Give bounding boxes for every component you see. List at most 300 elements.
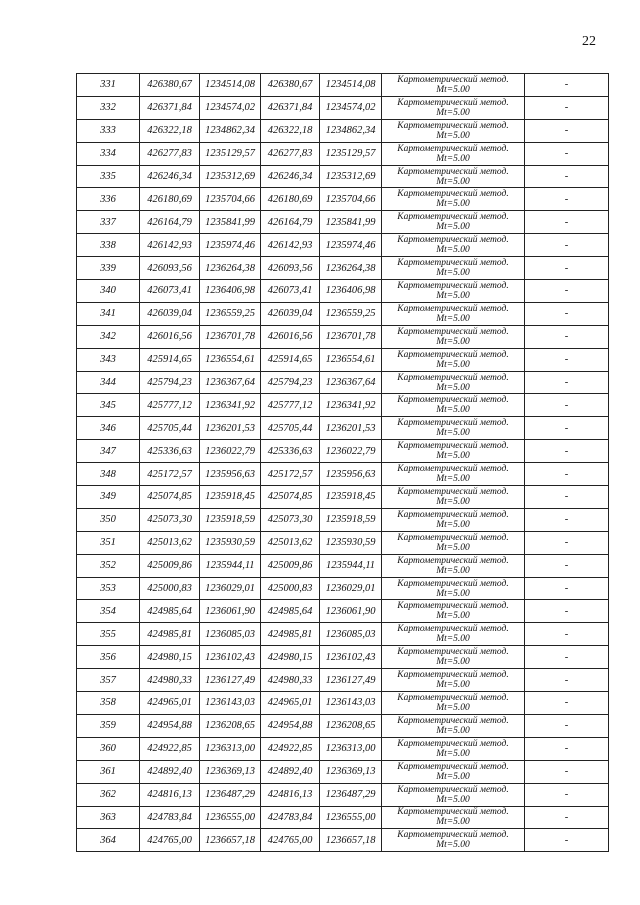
method-line1: Картометрический метод. <box>397 441 509 452</box>
method-line2: Mt=5.00 <box>436 176 470 187</box>
note-cell: - <box>525 257 609 280</box>
x-old-cell: 424985,64 <box>140 600 200 623</box>
method-line2: Mt=5.00 <box>436 199 470 210</box>
method-cell <box>382 188 525 211</box>
point-number-cell: 341 <box>77 302 140 325</box>
note-cell: - <box>525 554 609 577</box>
note-cell: - <box>525 760 609 783</box>
method-cell <box>382 463 525 486</box>
method-line1: Картометрический метод. <box>397 578 509 589</box>
y-old-cell: 1236559,25 <box>200 302 261 325</box>
table-row <box>77 577 609 600</box>
x-new-cell: 424816,13 <box>261 783 320 806</box>
method-line1: Картометрический метод. <box>397 372 509 383</box>
x-new-cell: 425705,44 <box>261 417 320 440</box>
method-cell <box>382 394 525 417</box>
y-new-cell: 1236208,65 <box>320 714 382 737</box>
table-row <box>77 508 609 531</box>
x-old-cell: 425777,12 <box>140 394 200 417</box>
x-old-cell: 425794,23 <box>140 371 200 394</box>
note-cell: - <box>525 508 609 531</box>
y-new-cell: 1235974,46 <box>320 234 382 257</box>
y-new-cell: 1236102,43 <box>320 646 382 669</box>
x-new-cell: 425777,12 <box>261 394 320 417</box>
method-cell <box>382 508 525 531</box>
method-line1: Картометрический метод. <box>397 464 509 475</box>
method-line1: Картометрический метод. <box>397 830 509 841</box>
table-row <box>77 554 609 577</box>
table-row <box>77 737 609 760</box>
table-row <box>77 463 609 486</box>
y-old-cell: 1236313,00 <box>200 737 261 760</box>
method-cell <box>382 119 525 142</box>
x-old-cell: 425000,83 <box>140 577 200 600</box>
point-number-cell: 362 <box>77 783 140 806</box>
method-line1: Картометрический метод. <box>397 715 509 726</box>
y-old-cell: 1235918,59 <box>200 508 261 531</box>
x-old-cell: 424783,84 <box>140 806 200 829</box>
y-old-cell: 1236127,49 <box>200 669 261 692</box>
y-old-cell: 1234514,08 <box>200 74 261 97</box>
point-number-cell: 355 <box>77 623 140 646</box>
y-old-cell: 1236555,00 <box>200 806 261 829</box>
method-cell <box>382 74 525 97</box>
note-cell: - <box>525 325 609 348</box>
x-old-cell: 425074,85 <box>140 486 200 509</box>
note-cell: - <box>525 806 609 829</box>
y-old-cell: 1235704,66 <box>200 188 261 211</box>
method-line2: Mt=5.00 <box>436 680 470 691</box>
y-new-cell: 1235312,69 <box>320 165 382 188</box>
method-cell <box>382 257 525 280</box>
method-line1: Картометрический метод. <box>397 692 509 703</box>
x-new-cell: 424765,00 <box>261 829 320 852</box>
method-line1: Картометрический метод. <box>397 807 509 818</box>
point-number-cell: 354 <box>77 600 140 623</box>
note-cell: - <box>525 783 609 806</box>
y-old-cell: 1236554,61 <box>200 348 261 371</box>
note-cell: - <box>525 119 609 142</box>
y-new-cell: 1236029,01 <box>320 577 382 600</box>
note-cell: - <box>525 646 609 669</box>
point-number-cell: 333 <box>77 119 140 142</box>
y-new-cell: 1236143,03 <box>320 692 382 715</box>
method-line1: Картометрический метод. <box>397 784 509 795</box>
method-line1: Картометрический метод. <box>397 670 509 681</box>
point-number-cell: 357 <box>77 669 140 692</box>
method-line1: Картометрический метод. <box>397 212 509 223</box>
method-cell <box>382 96 525 119</box>
y-old-cell: 1236264,38 <box>200 257 261 280</box>
x-old-cell: 424765,00 <box>140 829 200 852</box>
y-old-cell: 1234574,02 <box>200 96 261 119</box>
x-new-cell: 425013,62 <box>261 531 320 554</box>
method-line2: Mt=5.00 <box>436 565 470 576</box>
point-number-cell: 345 <box>77 394 140 417</box>
coordinates-table-body <box>77 74 609 852</box>
table-row <box>77 394 609 417</box>
note-cell: - <box>525 531 609 554</box>
x-old-cell: 426164,79 <box>140 211 200 234</box>
y-old-cell: 1235918,45 <box>200 486 261 509</box>
x-new-cell: 425074,85 <box>261 486 320 509</box>
x-old-cell: 426093,56 <box>140 257 200 280</box>
point-number-cell: 331 <box>77 74 140 97</box>
table-row <box>77 440 609 463</box>
y-old-cell: 1236341,92 <box>200 394 261 417</box>
method-line2: Mt=5.00 <box>436 771 470 782</box>
y-old-cell: 1236208,65 <box>200 714 261 737</box>
y-new-cell: 1236201,53 <box>320 417 382 440</box>
table-row <box>77 74 609 97</box>
table-row <box>77 760 609 783</box>
method-line1: Картометрический метод. <box>397 280 509 291</box>
method-line1: Картометрический метод. <box>397 189 509 200</box>
method-line2: Mt=5.00 <box>436 130 470 141</box>
method-line2: Mt=5.00 <box>436 611 470 622</box>
y-old-cell: 1236029,01 <box>200 577 261 600</box>
x-old-cell: 425073,30 <box>140 508 200 531</box>
method-cell <box>382 577 525 600</box>
point-number-cell: 352 <box>77 554 140 577</box>
y-new-cell: 1234574,02 <box>320 96 382 119</box>
method-cell <box>382 760 525 783</box>
x-new-cell: 426371,84 <box>261 96 320 119</box>
method-line2: Mt=5.00 <box>436 268 470 279</box>
x-old-cell: 424965,01 <box>140 692 200 715</box>
method-cell <box>382 692 525 715</box>
y-old-cell: 1235930,59 <box>200 531 261 554</box>
table-row <box>77 829 609 852</box>
table-row <box>77 119 609 142</box>
note-cell: - <box>525 829 609 852</box>
note-cell: - <box>525 302 609 325</box>
y-new-cell: 1236369,13 <box>320 760 382 783</box>
note-cell: - <box>525 394 609 417</box>
table-row <box>77 325 609 348</box>
method-line1: Картометрический метод. <box>397 166 509 177</box>
method-line1: Картометрический метод. <box>397 738 509 749</box>
method-line2: Mt=5.00 <box>436 222 470 233</box>
method-cell <box>382 646 525 669</box>
x-old-cell: 424954,88 <box>140 714 200 737</box>
method-line2: Mt=5.00 <box>436 359 470 370</box>
table-row <box>77 806 609 829</box>
method-cell <box>382 623 525 646</box>
point-number-cell: 350 <box>77 508 140 531</box>
table-row <box>77 692 609 715</box>
y-new-cell: 1234862,34 <box>320 119 382 142</box>
note-cell: - <box>525 714 609 737</box>
y-new-cell: 1236264,38 <box>320 257 382 280</box>
method-cell <box>382 806 525 829</box>
table-row <box>77 417 609 440</box>
method-cell <box>382 165 525 188</box>
x-new-cell: 426246,34 <box>261 165 320 188</box>
y-old-cell: 1236143,03 <box>200 692 261 715</box>
y-new-cell: 1235918,45 <box>320 486 382 509</box>
method-line2: Mt=5.00 <box>436 382 470 393</box>
x-old-cell: 424985,81 <box>140 623 200 646</box>
x-new-cell: 426180,69 <box>261 188 320 211</box>
y-old-cell: 1235956,63 <box>200 463 261 486</box>
point-number-cell: 353 <box>77 577 140 600</box>
x-new-cell: 426073,41 <box>261 280 320 303</box>
method-line2: Mt=5.00 <box>436 748 470 759</box>
note-cell: - <box>525 737 609 760</box>
point-number-cell: 363 <box>77 806 140 829</box>
y-old-cell: 1236657,18 <box>200 829 261 852</box>
x-old-cell: 426380,67 <box>140 74 200 97</box>
method-line2: Mt=5.00 <box>436 290 470 301</box>
method-line1: Картометрический метод. <box>397 326 509 337</box>
y-old-cell: 1235841,99 <box>200 211 261 234</box>
note-cell: - <box>525 188 609 211</box>
y-new-cell: 1236554,61 <box>320 348 382 371</box>
x-new-cell: 426380,67 <box>261 74 320 97</box>
y-new-cell: 1235704,66 <box>320 188 382 211</box>
method-line2: Mt=5.00 <box>436 588 470 599</box>
method-line1: Картометрический метод. <box>397 303 509 314</box>
method-cell <box>382 371 525 394</box>
y-new-cell: 1234514,08 <box>320 74 382 97</box>
y-old-cell: 1236406,98 <box>200 280 261 303</box>
x-old-cell: 426016,56 <box>140 325 200 348</box>
note-cell: - <box>525 486 609 509</box>
table-row <box>77 600 609 623</box>
point-number-cell: 339 <box>77 257 140 280</box>
point-number-cell: 337 <box>77 211 140 234</box>
method-line2: Mt=5.00 <box>436 519 470 530</box>
note-cell: - <box>525 165 609 188</box>
x-old-cell: 426180,69 <box>140 188 200 211</box>
note-cell: - <box>525 669 609 692</box>
note-cell: - <box>525 463 609 486</box>
table-row <box>77 96 609 119</box>
point-number-cell: 351 <box>77 531 140 554</box>
x-old-cell: 425336,63 <box>140 440 200 463</box>
point-number-cell: 335 <box>77 165 140 188</box>
note-cell: - <box>525 371 609 394</box>
table-row <box>77 714 609 737</box>
method-cell <box>382 486 525 509</box>
x-old-cell: 425705,44 <box>140 417 200 440</box>
y-new-cell: 1236657,18 <box>320 829 382 852</box>
point-number-cell: 364 <box>77 829 140 852</box>
y-new-cell: 1236406,98 <box>320 280 382 303</box>
method-line1: Картометрический метод. <box>397 74 509 85</box>
point-number-cell: 358 <box>77 692 140 715</box>
method-line2: Mt=5.00 <box>436 496 470 507</box>
y-new-cell: 1236487,29 <box>320 783 382 806</box>
method-line1: Картометрический метод. <box>397 509 509 520</box>
x-new-cell: 426016,56 <box>261 325 320 348</box>
method-line1: Картометрический метод. <box>397 97 509 108</box>
x-new-cell: 424922,85 <box>261 737 320 760</box>
x-old-cell: 426142,93 <box>140 234 200 257</box>
method-cell <box>382 737 525 760</box>
y-old-cell: 1236061,90 <box>200 600 261 623</box>
y-new-cell: 1235841,99 <box>320 211 382 234</box>
point-number-cell: 346 <box>77 417 140 440</box>
method-line2: Mt=5.00 <box>436 107 470 118</box>
x-new-cell: 425914,65 <box>261 348 320 371</box>
y-new-cell: 1235129,57 <box>320 142 382 165</box>
x-old-cell: 424980,15 <box>140 646 200 669</box>
method-cell <box>382 714 525 737</box>
method-cell <box>382 142 525 165</box>
y-old-cell: 1236701,78 <box>200 325 261 348</box>
y-old-cell: 1236369,13 <box>200 760 261 783</box>
note-cell: - <box>525 600 609 623</box>
method-line1: Картометрический метод. <box>397 395 509 406</box>
point-number-cell: 332 <box>77 96 140 119</box>
x-old-cell: 426371,84 <box>140 96 200 119</box>
x-old-cell: 424816,13 <box>140 783 200 806</box>
table-row <box>77 257 609 280</box>
y-new-cell: 1236701,78 <box>320 325 382 348</box>
method-cell <box>382 325 525 348</box>
y-old-cell: 1235974,46 <box>200 234 261 257</box>
x-old-cell: 426277,83 <box>140 142 200 165</box>
x-new-cell: 425073,30 <box>261 508 320 531</box>
table-row <box>77 188 609 211</box>
x-old-cell: 426039,04 <box>140 302 200 325</box>
table-row <box>77 165 609 188</box>
table-row <box>77 623 609 646</box>
x-old-cell: 426322,18 <box>140 119 200 142</box>
note-cell: - <box>525 211 609 234</box>
x-new-cell: 425000,83 <box>261 577 320 600</box>
y-old-cell: 1234862,34 <box>200 119 261 142</box>
point-number-cell: 334 <box>77 142 140 165</box>
note-cell: - <box>525 440 609 463</box>
table-row <box>77 783 609 806</box>
x-new-cell: 425172,57 <box>261 463 320 486</box>
y-old-cell: 1236201,53 <box>200 417 261 440</box>
y-old-cell: 1236022,79 <box>200 440 261 463</box>
note-cell: - <box>525 623 609 646</box>
x-old-cell: 426073,41 <box>140 280 200 303</box>
method-line2: Mt=5.00 <box>436 245 470 256</box>
x-new-cell: 425009,86 <box>261 554 320 577</box>
method-line2: Mt=5.00 <box>436 702 470 713</box>
point-number-cell: 336 <box>77 188 140 211</box>
x-new-cell: 424892,40 <box>261 760 320 783</box>
x-new-cell: 426093,56 <box>261 257 320 280</box>
method-cell <box>382 554 525 577</box>
method-line2: Mt=5.00 <box>436 657 470 668</box>
x-new-cell: 426277,83 <box>261 142 320 165</box>
note-cell: - <box>525 417 609 440</box>
method-cell <box>382 348 525 371</box>
y-new-cell: 1236559,25 <box>320 302 382 325</box>
note-cell: - <box>525 142 609 165</box>
point-number-cell: 349 <box>77 486 140 509</box>
method-cell <box>382 280 525 303</box>
y-old-cell: 1235944,11 <box>200 554 261 577</box>
x-old-cell: 425914,65 <box>140 348 200 371</box>
note-cell: - <box>525 96 609 119</box>
y-new-cell: 1236061,90 <box>320 600 382 623</box>
note-cell: - <box>525 692 609 715</box>
method-line2: Mt=5.00 <box>436 451 470 462</box>
x-new-cell: 424980,15 <box>261 646 320 669</box>
x-old-cell: 425172,57 <box>140 463 200 486</box>
y-old-cell: 1235129,57 <box>200 142 261 165</box>
method-cell <box>382 829 525 852</box>
y-new-cell: 1236085,03 <box>320 623 382 646</box>
table-row <box>77 669 609 692</box>
y-new-cell: 1235918,59 <box>320 508 382 531</box>
point-number-cell: 344 <box>77 371 140 394</box>
method-cell <box>382 783 525 806</box>
table-row <box>77 531 609 554</box>
method-line1: Картометрический метод. <box>397 143 509 154</box>
note-cell: - <box>525 348 609 371</box>
x-new-cell: 424965,01 <box>261 692 320 715</box>
method-line2: Mt=5.00 <box>436 725 470 736</box>
y-new-cell: 1236313,00 <box>320 737 382 760</box>
method-line1: Картометрический метод. <box>397 624 509 635</box>
point-number-cell: 348 <box>77 463 140 486</box>
y-old-cell: 1236487,29 <box>200 783 261 806</box>
note-cell: - <box>525 234 609 257</box>
method-line2: Mt=5.00 <box>436 840 470 851</box>
method-cell <box>382 234 525 257</box>
method-cell <box>382 600 525 623</box>
y-old-cell: 1236085,03 <box>200 623 261 646</box>
x-new-cell: 424954,88 <box>261 714 320 737</box>
method-cell <box>382 211 525 234</box>
method-line1: Картометрический метод. <box>397 486 509 497</box>
table-row <box>77 211 609 234</box>
method-cell <box>382 440 525 463</box>
table-row <box>77 646 609 669</box>
method-line1: Картометрический метод. <box>397 349 509 360</box>
table-row <box>77 486 609 509</box>
method-line1: Картометрический метод. <box>397 418 509 429</box>
x-old-cell: 424892,40 <box>140 760 200 783</box>
method-line1: Картометрический метод. <box>397 532 509 543</box>
x-new-cell: 424980,33 <box>261 669 320 692</box>
y-new-cell: 1236555,00 <box>320 806 382 829</box>
method-line2: Mt=5.00 <box>436 336 470 347</box>
y-old-cell: 1236367,64 <box>200 371 261 394</box>
table-row <box>77 142 609 165</box>
table-row <box>77 234 609 257</box>
y-new-cell: 1235956,63 <box>320 463 382 486</box>
method-line1: Картометрический метод. <box>397 120 509 131</box>
x-new-cell: 426142,93 <box>261 234 320 257</box>
point-number-cell: 340 <box>77 280 140 303</box>
method-line2: Mt=5.00 <box>436 405 470 416</box>
method-line2: Mt=5.00 <box>436 153 470 164</box>
y-new-cell: 1236341,92 <box>320 394 382 417</box>
method-cell <box>382 302 525 325</box>
y-new-cell: 1236022,79 <box>320 440 382 463</box>
point-number-cell: 356 <box>77 646 140 669</box>
y-old-cell: 1235312,69 <box>200 165 261 188</box>
y-new-cell: 1236367,64 <box>320 371 382 394</box>
table-row <box>77 348 609 371</box>
x-new-cell: 425336,63 <box>261 440 320 463</box>
method-line1: Картометрический метод. <box>397 647 509 658</box>
point-number-cell: 359 <box>77 714 140 737</box>
x-new-cell: 424985,64 <box>261 600 320 623</box>
point-number-cell: 361 <box>77 760 140 783</box>
y-new-cell: 1235930,59 <box>320 531 382 554</box>
